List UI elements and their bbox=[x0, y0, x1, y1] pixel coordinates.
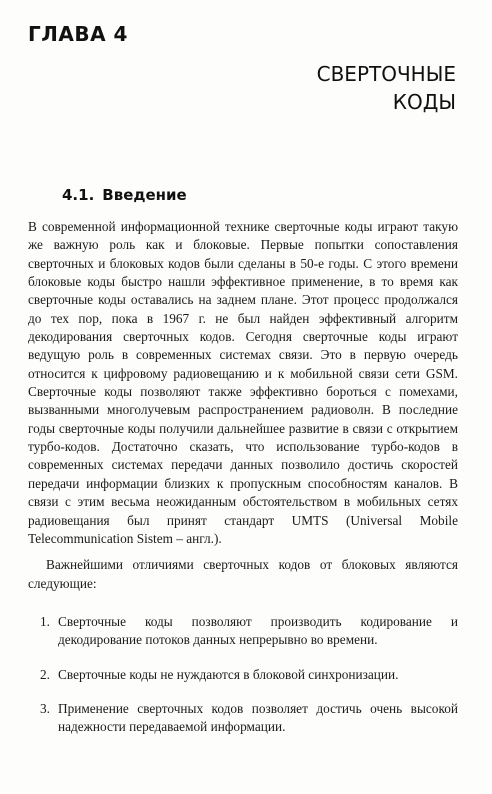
chapter-title bbox=[236, 60, 456, 116]
paragraph-intro: В современной информационной технике сверточные коды играют такую же важную роль как и блоковые. Первые попытки сопоставления сверточных и блоковых кодов были сделаны в 50-е годы. С этого времени блоковые коды быстро нашли эффективное применение, в то время как сверточные коды оставались на заднем плане. Этот процесс продолжался до тех пор, пока в 1967 г. не был найден эффективный алгоритм декодирования сверточных кодов. Сегодня сверточные коды играют ведущую роль в современных системах связи. Это в первую очередь относится к цифровому радиовещанию и к мобильной связи сети GSM. Сверточные коды позволяют также эффективно бороться с помехами, вызванными многолучевым распространением радиоволн. В последние годы сверточные коды получили дальнейшее развитие в связи с открытием турбо-кодов. Достаточно сказать, что использование турбо-кодов в современных системах передачи данных позволило достичь скоростей передачи информации близких к пропускным способностям каналов. В связи с этим весьма неожиданным обстоятельством в мобильных сетях радиовещания был принят стандарт UMTS (Universal Mobile Telecommunication Sistem – англ.). bbox=[28, 219, 458, 546]
differences-list bbox=[28, 613, 458, 737]
list-item-number: 3. bbox=[40, 700, 50, 716]
list-item bbox=[28, 666, 458, 684]
chapter-title-line-1: СВЕРТОЧНЫЕ bbox=[316, 62, 456, 86]
list-item bbox=[28, 700, 458, 737]
list-item-number: 1. bbox=[40, 613, 50, 629]
list-item-text: Применение сверточных кодов позволяет достичь очень высокой надежности передаваемой информации. bbox=[58, 700, 458, 735]
list-item-text: Сверточные коды позволяют производить кодирование и декодирование потоков данных непрерывно во времени. bbox=[58, 613, 458, 648]
chapter-label: ГЛАВА 4 bbox=[28, 22, 128, 46]
paragraph-differences: Важнейшими отличиями сверточных кодов от блоковых являются следующие: bbox=[28, 557, 458, 591]
chapter-title-line-2: КОДЫ bbox=[392, 90, 456, 114]
list-item-text: Сверточные коды не нуждаются в блоковой синхронизации. bbox=[58, 666, 399, 682]
list-item bbox=[28, 613, 458, 650]
list-item-number: 2. bbox=[40, 666, 50, 682]
section-heading bbox=[62, 186, 187, 204]
body-text bbox=[28, 218, 458, 753]
section-number: 4.1. bbox=[62, 186, 95, 204]
section-title: Введение bbox=[102, 186, 187, 204]
